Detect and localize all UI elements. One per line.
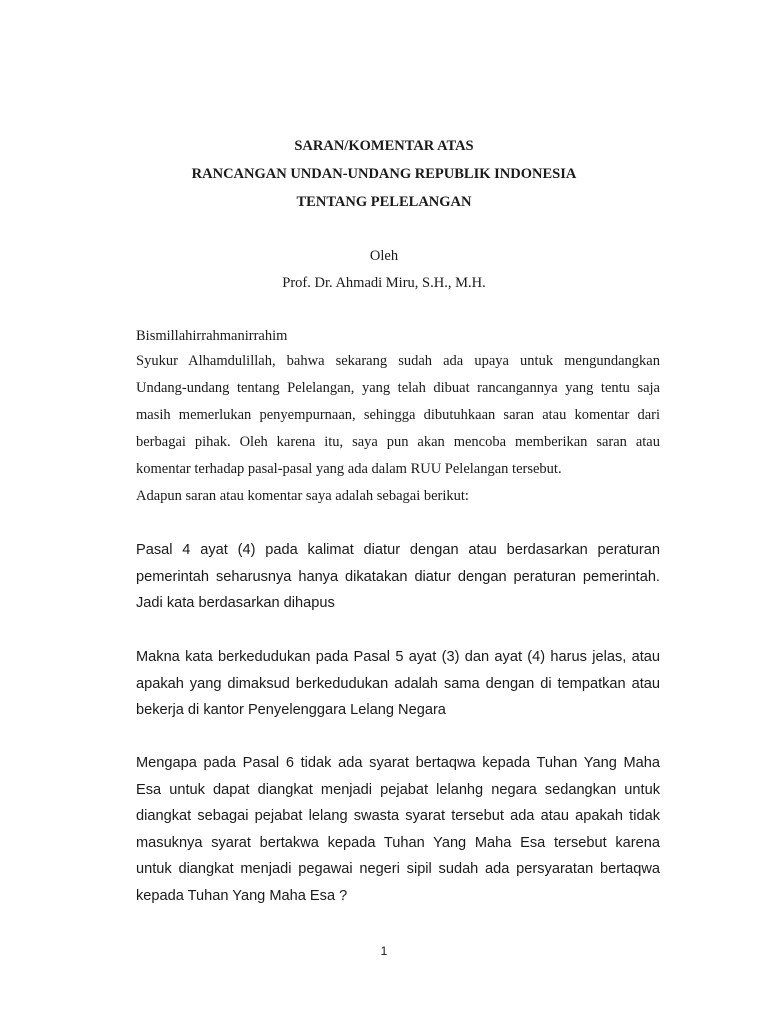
intro-paragraph <box>136 348 660 483</box>
comment-line: masuknya syarat bertakwa kepada Tuhan Yang Maha Esa tersebut karena <box>136 834 660 851</box>
comment-line: diangkat sebagai pejabat lelang swasta syarat tersebut ada atau apakah tidak <box>136 808 660 825</box>
comment-line: Esa untuk dapat diangkat menjadi pejabat lelanhg negara sedangkan untuk <box>136 781 660 798</box>
comment-line: pemerintah seharusnya hanya dikatakan diatur dengan peraturan pemerintah. <box>136 568 660 585</box>
comment-line: Jadi kata berdasarkan dihapus <box>136 595 335 612</box>
comment-line: Pasal 4 ayat (4) pada kalimat diatur dengan atau berdasarkan peraturan <box>136 542 660 558</box>
comment-line: bekerja di kantor Penyelenggara Lelang Negara <box>136 702 446 719</box>
intro-closing: Adapun saran atau komentar saya adalah sebagai berikut: <box>136 488 469 504</box>
by-label: Oleh <box>369 248 399 264</box>
comment-line: Makna kata berkedudukan pada Pasal 5 ayat (3) dan ayat (4) harus jelas, atau <box>136 649 660 665</box>
comment-paragraph-1 <box>136 537 660 617</box>
title-line-3: TENTANG PELELANGAN <box>296 194 472 210</box>
intro-line: komentar terhadap pasal-pasal yang ada dalam RUU Pelelangan tersebut. <box>136 461 562 477</box>
comment-line: kepada Tuhan Yang Maha Esa ? <box>136 887 348 904</box>
comment-line: Mengapa pada Pasal 6 tidak ada syarat bertaqwa kepada Tuhan Yang Maha <box>136 755 660 771</box>
comment-paragraph-3 <box>136 750 660 910</box>
intro-line: Syukur Alhamdulillah, bahwa sekarang sudah ada upaya untuk mengundangkan <box>136 353 660 369</box>
intro-line: berbagai pihak. Oleh karena itu, saya pun akan mencoba memberikan saran atau <box>136 434 660 450</box>
page-number: 1 <box>380 944 388 958</box>
author-name: Prof. Dr. Ahmadi Miru, S.H., M.H. <box>282 275 486 291</box>
comment-line: apakah yang dimaksud berkedudukan adalah sama dengan di tempatkan atau <box>136 675 660 692</box>
title-line-2: RANCANGAN UNDAN-UNDANG REPUBLIK INDONESIA <box>191 166 577 182</box>
greeting: Bismillahirrahmanirrahim <box>136 328 288 344</box>
intro-line: Undang-undang tentang Pelelangan, yang telah dibuat rancangannya yang tentu saja <box>136 380 660 396</box>
document-title <box>0 132 768 216</box>
comment-line: untuk diangkat menjadi pegawai negeri sipil sudah ada persyaratan bertaqwa <box>136 861 660 878</box>
intro-line: masih memerlukan penyempurnaan, sehingga dibutuhkaan saran atau komentar dari <box>136 407 660 423</box>
comment-paragraph-2 <box>136 644 660 724</box>
title-line-1: SARAN/KOMENTAR ATAS <box>294 138 474 154</box>
